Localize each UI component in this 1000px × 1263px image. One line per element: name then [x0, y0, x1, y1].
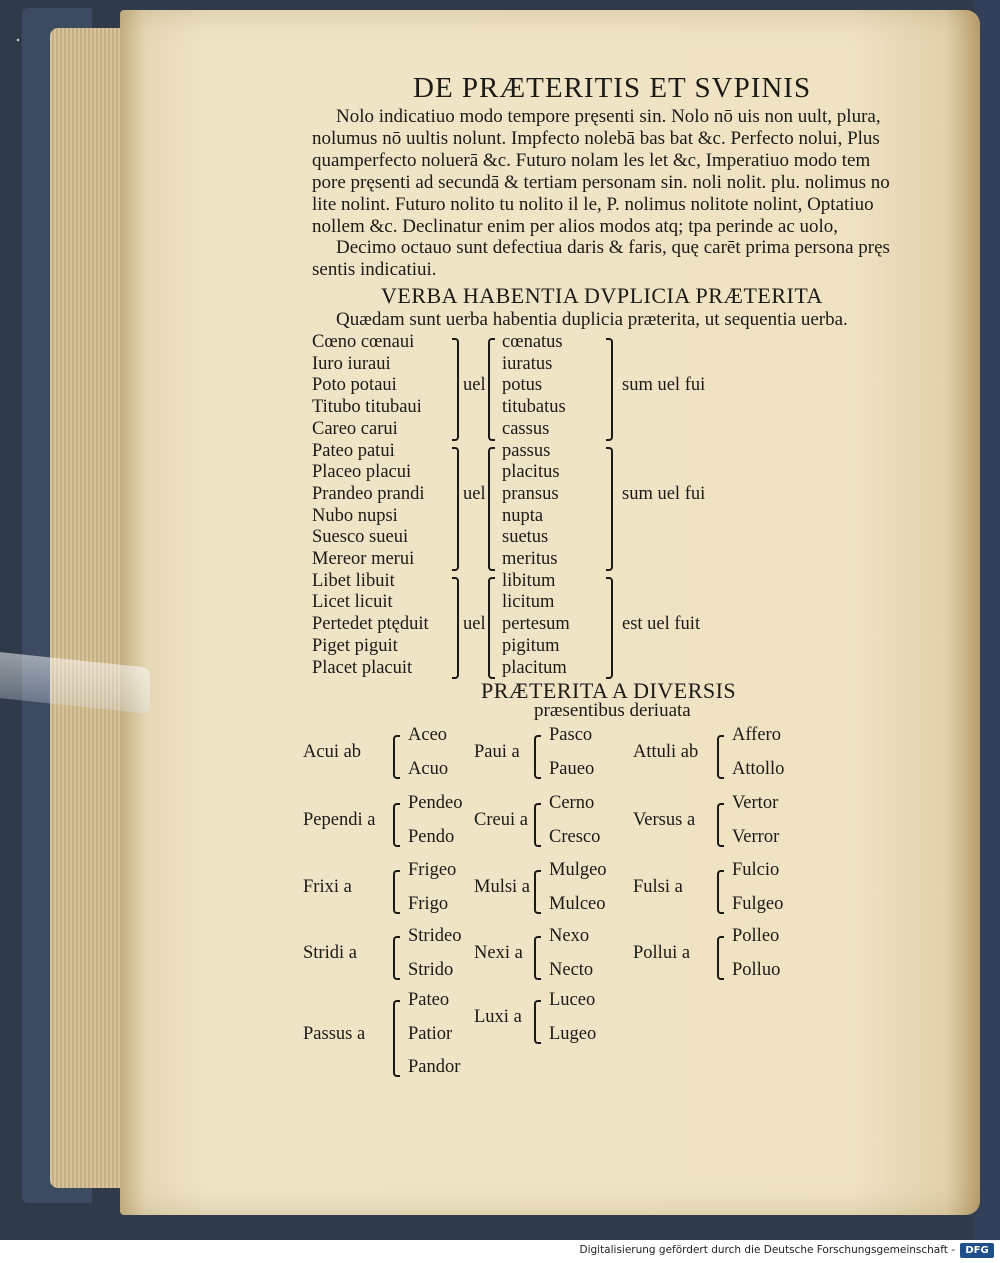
derivation-bracket [393, 735, 400, 779]
derivation-item: Affero [732, 725, 781, 745]
derivation-bracket [717, 735, 724, 779]
conjunction-uel: uel [463, 483, 486, 504]
derivation-item: Strido [408, 959, 454, 980]
derivation-label: Paui a [474, 741, 520, 762]
participle: cœnatus [502, 332, 563, 352]
derivation-item: Fulcio [732, 860, 780, 880]
auxiliary-forms: est uel fuit [622, 614, 701, 635]
derivation-item: Polluo [732, 959, 781, 980]
derivation-item: Cerno [549, 793, 595, 813]
derivation-label: Mulsi a [474, 876, 531, 897]
participle: cassus [502, 418, 550, 439]
participle: pransus [502, 483, 559, 504]
participle: libitum [502, 570, 556, 591]
auxiliary-forms: sum uel fui [622, 483, 706, 504]
participle: potus [502, 375, 543, 396]
derivation-item: Pasco [549, 725, 593, 745]
derivation-item: Strideo [408, 926, 462, 946]
conjunction-uel: uel [463, 375, 486, 396]
derivation-item: Pandor [408, 1057, 461, 1077]
derivation-bracket [393, 936, 400, 980]
derivation-bracket [393, 870, 400, 914]
derivation-bracket [534, 1000, 541, 1044]
verb-forms: Careo carui [312, 418, 398, 439]
derivation-item: Luceo [549, 990, 596, 1010]
participle: suetus [502, 527, 549, 548]
bracket-right [452, 447, 459, 571]
verb-forms: Pertedet ptęduit [312, 614, 429, 635]
bracket-left [488, 338, 495, 441]
bracket-right [606, 447, 613, 571]
verb-forms: Suesco sueui [312, 527, 409, 548]
derivation-bracket [717, 870, 724, 914]
derivation-item: Verror [732, 826, 780, 847]
participle: placitum [502, 657, 567, 678]
verb-forms: Placeo placui [312, 462, 412, 483]
derivation-item: Fulgeo [732, 893, 784, 914]
section2-heading: PRÆTERITA A DIVERSIS [481, 678, 737, 703]
paragraph-line: quamperfecto noluerā &c. Futuro nolam les let &c, Imperatiuo modo tem [312, 149, 871, 171]
derivation-label: Nexi a [474, 942, 523, 963]
derivation-item: Aceo [408, 725, 448, 745]
derivation-label: Creui a [474, 809, 528, 830]
participle: meritus [502, 549, 558, 569]
verb-forms: Mereor merui [312, 549, 415, 569]
bracket-right [452, 577, 459, 680]
derivation-label: Luxi a [474, 1006, 522, 1027]
derivation-item: Attollo [732, 758, 785, 779]
derivation-item: Paueo [549, 758, 595, 779]
derivation-label: Stridi a [303, 942, 357, 963]
derivation-bracket [393, 1000, 400, 1077]
participle: licitum [502, 592, 555, 613]
verb-forms: Pateo patui [312, 440, 395, 461]
derivation-label: Pollui a [633, 942, 691, 963]
footer-text: Digitalisierung gefördert durch die Deutsche Forschungsgemeinschaft - [579, 1244, 955, 1256]
derivation-item: Mulceo [549, 893, 606, 914]
derivation-label: Fulsi a [633, 876, 683, 897]
paragraph-line: sentis indicatiui. [312, 259, 437, 281]
verb-forms: Iuro iuraui [312, 353, 391, 374]
derivation-bracket [534, 803, 541, 847]
verb-forms: Placet placuit [312, 657, 413, 678]
conjunction-uel: uel [463, 614, 486, 635]
verb-forms: Poto potaui [312, 375, 397, 396]
derivation-label: Passus a [303, 1023, 366, 1044]
derivation-item: Frigo [408, 893, 449, 914]
participle: iuratus [502, 353, 553, 374]
derivation-item: Acuo [408, 758, 449, 779]
derivation-label: Pependi a [303, 809, 376, 830]
derivation-item: Mulgeo [549, 860, 607, 880]
paragraph-line: nollem &c. Declinatur enim per alios modos atq; tpa perinde ac uolo, [312, 215, 839, 237]
verb-forms: Piget piguit [312, 635, 398, 656]
paragraph-line: nolumus nō uultis nolunt. Impfecto nolebā bas bat &c. Perfecto nolui, Plus [312, 127, 880, 149]
bracket-left [488, 577, 495, 680]
section2-subheading: præsentibus deriuata [534, 700, 691, 721]
derivation-item: Nexo [549, 926, 590, 946]
derivation-label: Acui ab [303, 741, 362, 762]
footer-bar [0, 1240, 1000, 1263]
derivation-bracket [393, 803, 400, 847]
derivation-item: Patior [408, 1023, 453, 1044]
verb-forms: Cœno cœnaui [312, 332, 415, 352]
verb-forms: Licet licuit [312, 592, 393, 613]
participle: titubatus [502, 397, 566, 418]
derivation-item: Pendo [408, 826, 455, 847]
paragraph-line: lite nolint. Futuro nolito tu nolito il le, P. nolimus nolitote nolint, Optatiuo [312, 193, 874, 215]
derivation-label: Frixi a [303, 876, 352, 897]
dfg-logo: DFG [960, 1243, 994, 1258]
derivation-label: Attuli ab [633, 741, 699, 762]
bracket-left [488, 447, 495, 571]
section1-heading: VERBA HABENTIA DVPLICIA PRÆTERITA [381, 283, 823, 308]
auxiliary-forms: sum uel fui [622, 375, 706, 396]
paragraph-line: Nolo indicatiuo modo tempore pręsenti sin. Nolo nō uis non uult, plura, [336, 106, 881, 127]
page-title: DE PRÆTERITIS ET SVPINIS [413, 72, 812, 104]
derivation-bracket [534, 936, 541, 980]
derivation-item: Polleo [732, 926, 780, 946]
bracket-right [606, 577, 613, 680]
bracket-right [452, 338, 459, 441]
participle: nupta [502, 505, 544, 526]
derivation-item: Vertor [732, 793, 779, 813]
participle: pigitum [502, 635, 560, 656]
participle: placitus [502, 462, 560, 483]
derivation-item: Necto [549, 959, 594, 980]
derivation-item: Pateo [408, 990, 450, 1010]
section1-intro: Quædam sunt uerba habentia duplicia præterita, ut sequentia uerba. [336, 309, 848, 330]
derivation-bracket [717, 803, 724, 847]
verb-forms: Titubo titubaui [312, 397, 422, 418]
derivation-item: Frigeo [408, 860, 457, 880]
verb-forms: Prandeo prandi [312, 483, 425, 504]
derivation-bracket [717, 936, 724, 980]
paragraph-line: pore pręsenti ad secundā & tertiam personam sin. noli nolit. plu. nolimus no [312, 171, 890, 193]
participle: passus [502, 440, 551, 461]
participle: pertesum [502, 614, 570, 635]
bracket-right [606, 338, 613, 441]
derivation-label: Versus a [633, 809, 696, 830]
derivation-item: Cresco [549, 826, 601, 847]
paragraph-line: Decimo octauo sunt defectiua daris & faris, quę carēt prima persona pręs [336, 237, 890, 259]
derivation-bracket [534, 735, 541, 779]
derivation-bracket [534, 870, 541, 914]
verb-forms: Nubo nupsi [312, 505, 398, 526]
derivation-item: Pendeo [408, 793, 463, 813]
derivation-item: Lugeo [549, 1023, 597, 1044]
verb-forms: Libet libuit [312, 570, 395, 591]
